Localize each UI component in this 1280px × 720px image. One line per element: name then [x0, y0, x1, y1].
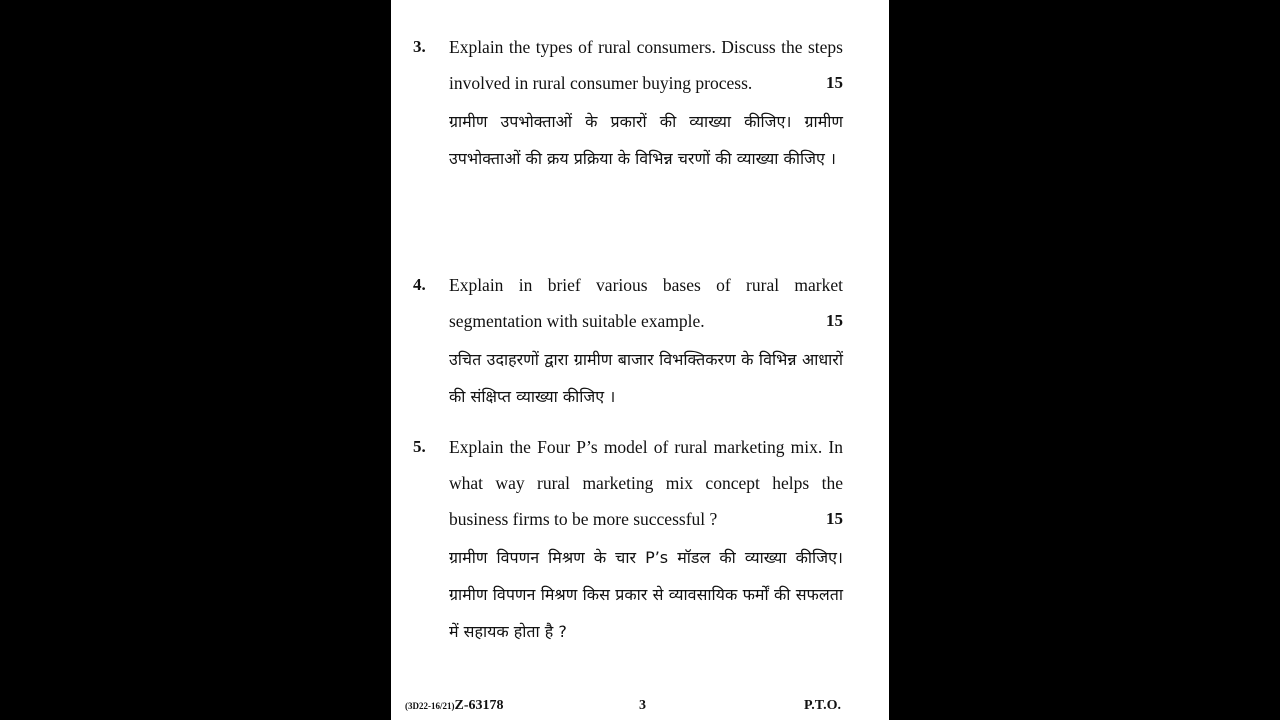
please-turn-over: P.T.O. [804, 698, 841, 713]
question-text-english [449, 429, 843, 537]
question-body [449, 267, 843, 415]
question-english-text: Explain the Four P’s model of rural marketing mix. In what way rural marketing mix concept helps the business firms to be more successful ? [449, 437, 843, 529]
question-text-english [449, 267, 843, 339]
question-english-text: Explain the types of rural consumers. Discuss the steps involved in rural consumer buying process. [449, 37, 843, 93]
question-number: 4. [413, 275, 426, 294]
question-text-hindi: ग्रामीण उपभोक्ताओं के प्रकारों की व्याख्या कीजिए। ग्रामीण उपभोक्ताओं की क्रय प्रक्रिया के विभिन्न चरणों की व्याख्या कीजिए । [449, 112, 843, 168]
page-number: 3 [639, 698, 646, 713]
question-number: 5. [413, 437, 426, 456]
paper-code [405, 698, 504, 714]
question-number: 3. [413, 37, 426, 56]
exam-page [391, 0, 889, 720]
question-body [449, 429, 843, 650]
question-english-text: Explain in brief various bases of rural market segmentation with suitable example. [449, 275, 843, 331]
question-text-hindi: ग्रामीण विपणन मिश्रण के चार P’s मॉडल की व्याख्या कीजिए। ग्रामीण विपणन मिश्रण किस प्रकार से व्यावसायिक फर्मों की सफलता में सहायक होता है ? [449, 548, 843, 641]
question-marks: 15 [826, 73, 843, 92]
paper-code-prefix: (3D22-16/21) [405, 701, 455, 711]
page-footer [391, 692, 889, 720]
question-marks: 15 [826, 509, 843, 528]
question-marks: 15 [826, 311, 843, 330]
question-text-english [449, 29, 843, 101]
paper-code-number: Z-63178 [454, 698, 504, 713]
question-text-hindi: उचित उदाहरणों द्वारा ग्रामीण बाजार विभक्तिकरण के विभिन्न आधारों की संक्षिप्त व्याख्या कीजिए । [449, 350, 843, 406]
question-body [449, 29, 843, 177]
